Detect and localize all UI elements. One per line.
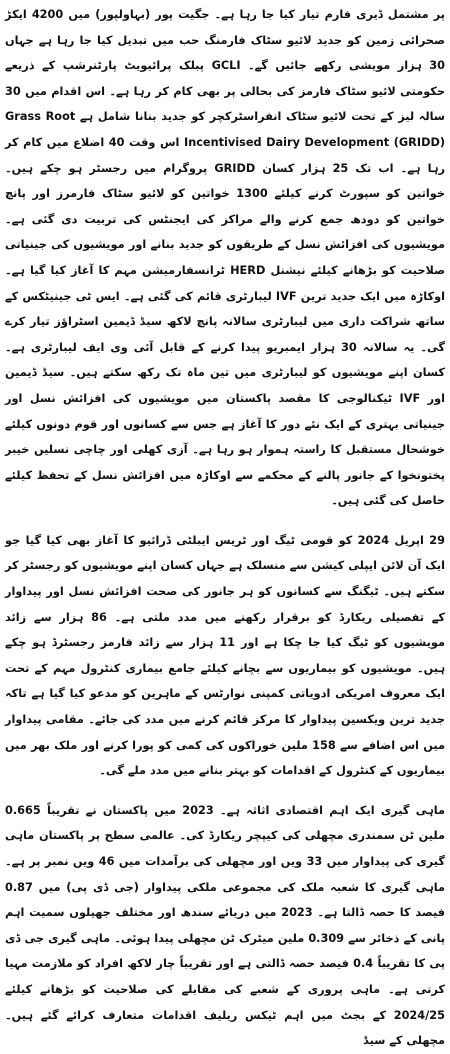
article-paragraph-livestock-farms: پر مشتمل ڈیری فارم تیار کیا جا رہا ہے۔ جگیت پور (بہاولپور) میں 4200 ایکڑ صحرائی زمین کو جدید لائیو سٹاک فارمنگ حب میں تبدیل کیا جا رہا ہے جہاں 30 ہزار مویشی رکھے جائیں گے۔ GCLI پبلک پرائیویٹ پارٹنرشپ کے ذریعے حکومتی لائیو سٹاک فارمز کی بحالی پر بھی کام کر رہا ہے۔ اس اقدام میں 30 سالہ لیز کے تحت لائیو سٹاک انفراسٹرکچر کو جدید بنانا شامل ہے Grass Root Incentivised Dairy Development (GRIDD) اس وقت 40 اضلاع میں کام کر رہا ہے۔ اب تک 25 ہزار کسان GRIDD پروگرام میں رجسٹر ہو چکے ہیں۔ خواتین کو سپورٹ کرنے کیلئے 1300 خواتین کو لائیو سٹاک فارمرز اور پانچ خواتین کو دودھ جمع کرنے والے مراکز کی ایجنٹس کی تربیت دی گئی ہے۔ مویشیوں کی افزائش نسل کے طریقوں کو جدید بنانے اور مویشیوں کی جینیاتی صلاحیت کو بڑھانے کیلئے نیشنل HERD ٹرانسفارمیشن مہم کا آغاز کیا گیا ہے۔ اوکاڑہ میں ایک جدید ترین IVF لیبارٹری قائم کی گئی ہے۔ ایس ٹی جینیٹکس کے ساتھ شراکت داری میں لیبارٹری سالانہ پانچ لاکھ سیڈ ڈیمین اسٹراؤز تیار کرے گی۔ یہ سالانہ 30 ہزار ایمبریو پیدا کرنے کے قابل آئی وی ایف لیبارٹری ہے۔ کسان اپنے مویشیوں کو لیبارٹری میں تین ماہ تک رکھ سکتے ہیں۔ سیڈ ڈیمین اور IVF ٹیکنالوجی کا مقصد پاکستان میں مویشیوں کی افزائش نسل اور جینیاتی بہتری کے ایک نئے دور کا آغاز ہے جس سے کسانوں اور قوم دونوں کیلئے خوشحال مستقبل کا راستہ ہموار ہو رہا ہے۔ آزی کھلی اور چاچی نسلیں خیبر پختونخوا کے جانور پالنے کے محکمے سے اوکاڑہ میں افزائش نسل کے تحفظ کیلئے حاصل کی گئی ہیں۔: [5, 8, 446, 508]
article-paragraph-tagging-traceability: 29 اپریل 2024 کو قومی ٹیگ اور ٹریس ایبلٹی ڈرائیو کا آغاز بھی کیا گیا جو ایک آن لائن ایپلی کیشن سے منسلک ہے جہاں کسان اپنے مویشیوں کو رجسٹر کر سکتے ہیں۔ ٹیگنگ سے کسانوں کو ہر جانور کی صحت افزائش نسل اور پیداوار کے تفصیلی ریکارڈ کو برقرار رکھنے میں مدد ملتی ہے۔ 86 ہزار سے زائد مویشیوں کو ٹیگ کیا جا چکا ہے اور 11 ہزار سے زائد فارمز رجسٹرڈ ہو چکے ہیں۔ مویشیوں کو بیماریوں سے بچانے کیلئے جامع بیماری کنٹرول مہم کے تحت ایک معروف امریکی ادویاتی کمپنی نوارٹس کے ماہرین کو مدعو کیا گیا ہے تاکہ جدید ترین ویکسین پیداوار کا مرکز قائم کرنے میں مدد کی جائے۔ مقامی پیداوار میں اس اضافے سے 158 ملین خوراکوں کی کمی کو پورا کرنے اور ملک بھر میں بیماریوں کے کنٹرول کے اقدامات کو بہتر بنانے میں مدد ملے گی۔: [5, 533, 446, 778]
article-paragraph-fisheries: ماہی گیری ایک اہم اقتصادی اثاثہ ہے۔ 2023 میں پاکستان نے تقریباً 0.665 ملین ٹن سمندری مچھلی کی کیپچر ریکارڈ کی۔ عالمی سطح پر پاکستان ماہی گیری کی پیداوار میں 33 ویں اور مچھلی کی برآمدات میں 46 ویں نمبر پر ہے۔ ماہی گیری کا شعبہ ملک کی مجموعی ملکی پیداوار (جی ڈی پی) میں 0.87 فیصد کا حصہ ڈالتا ہے۔ 2023 میں دریائے سندھ اور مختلف جھیلوں سمیت اہم پانی کے ذخائر سے 0.309 ملین میٹرک ٹن مچھلی پیدا ہوئی۔ ماہی گیری جی ڈی پی کا تقریباً 0.4 فیصد حصہ ڈالتی ہے اور تقریباً چار لاکھ افراد کو ملازمت مہیا کرتی ہے۔ ماہی پروری کے شعبے کی مقابلے کی صلاحیت کو بڑھانے کیلئے 2024/25 کے بجٹ میں اہم ٹیکس ریلیف اقدامات متعارف کرائے گئے ہیں۔ مچھلی کے سیڈ: [5, 803, 446, 1048]
